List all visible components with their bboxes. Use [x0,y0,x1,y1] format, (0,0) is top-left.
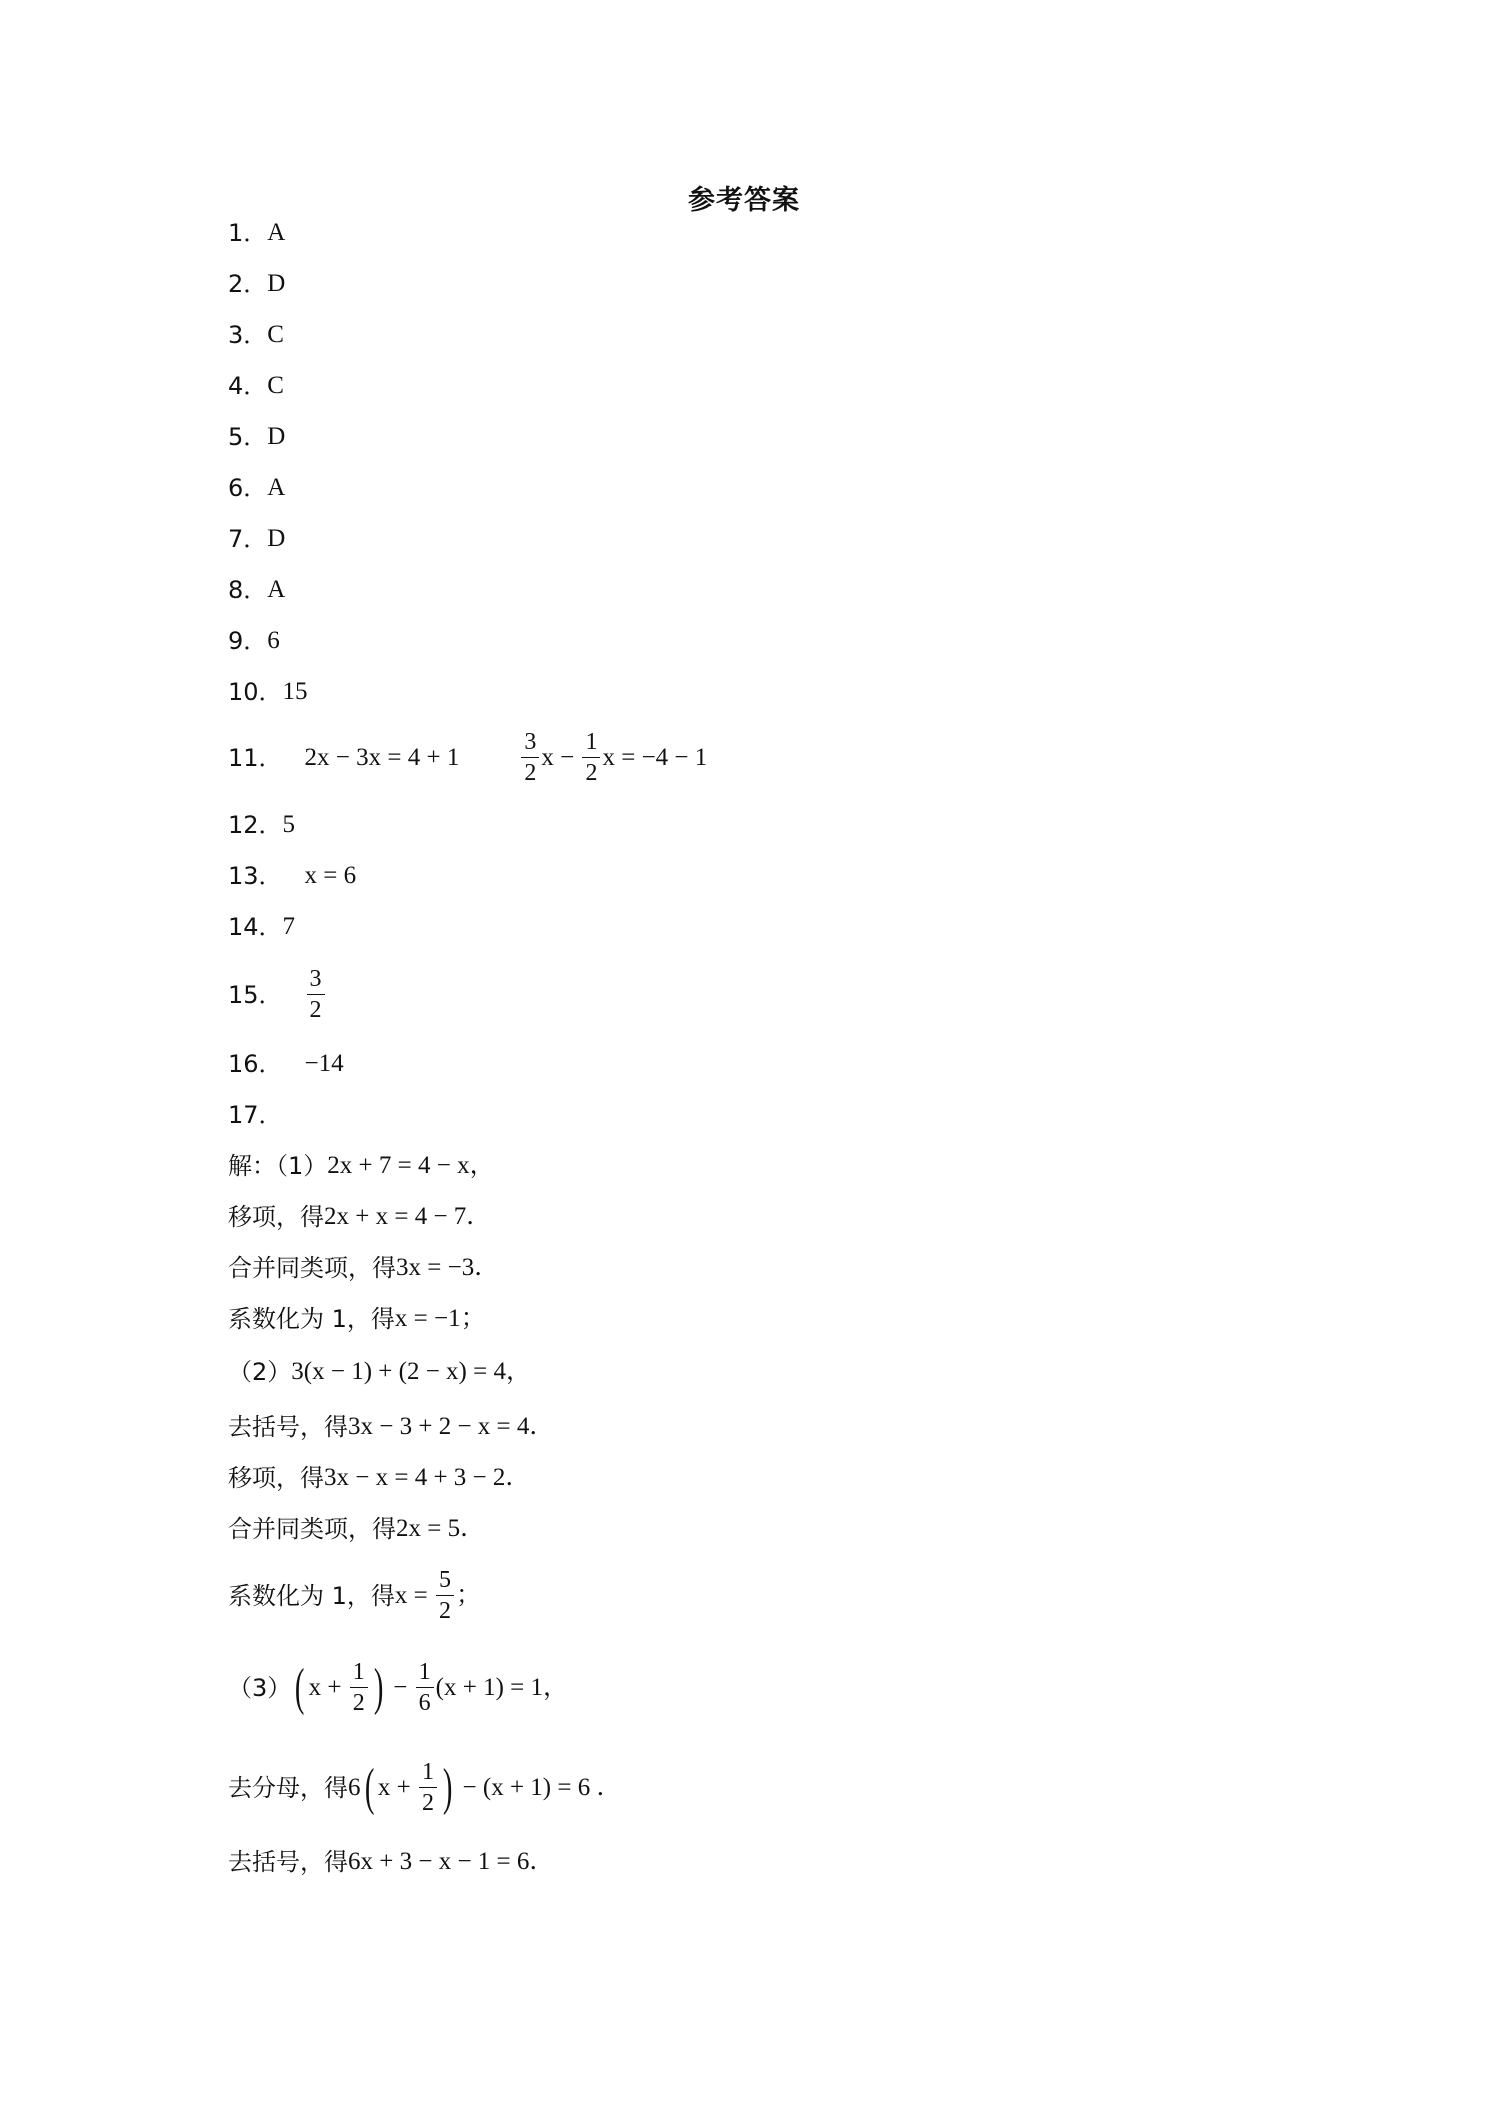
answer-equation-1: 2x − 3x = 4 + 1 [304,743,460,771]
answer-item [228,624,280,658]
answer-item-15: 15． $\frac{3}{2}$ [228,967,327,1022]
answer-item-17: 17． [228,1101,283,1129]
answer-item-12: 12． 5 [228,811,296,839]
fraction: $\frac{1}{2}$ [350,1660,368,1715]
answer-number: 2． [228,270,268,298]
answer-number: 7． [228,525,268,553]
answer-value: A [267,474,286,501]
solution-step: 去括号，得 6x + 3 − x − 1 = 6． [228,1848,555,1876]
answer-item [228,216,285,250]
answer-number: 1． [228,219,268,247]
fraction: $\frac{3}{2}$ [521,730,539,785]
answer-value: A [267,219,286,246]
solution-step: （2） 3(x − 1) + (2 − x) = 4， [228,1358,531,1386]
fraction: $\frac{1}{2}$ [419,1760,437,1815]
fraction: $\frac{5}{2}$ [436,1568,454,1623]
fraction: $\frac{1}{6}$ [416,1660,434,1715]
fraction: $\frac{1}{2}$ [582,730,600,785]
answer-number: 8． [228,576,268,604]
answer-value: D [267,525,286,552]
page-title: 参考答案 [688,185,800,215]
answer-number: 11． [228,743,283,772]
answer-value: 15 [282,678,308,705]
solution-step: 系数化为 1，得 x = $\frac{5}{2}$ ； [228,1567,482,1624]
solution-step: 系数化为 1，得 x = −1； [228,1305,486,1333]
answer-value: D [267,270,286,297]
solution-step: 合并同类项，得 3x = −3． [228,1254,500,1282]
answer-item [228,471,285,505]
answer-number: 10． [228,678,283,706]
answer-item [228,267,285,301]
answer-item [228,522,285,556]
solution-step: 去分母，得 6 ( x + $\frac{1}{2}$ ) − (x + 1) = 6 ． [228,1758,622,1816]
solution-step: 合并同类项，得 2x = 5． [228,1515,486,1543]
answer-number: 5． [228,423,268,451]
answer-item-13: 13． x = 6 [228,862,357,890]
answer-item-16: 16． −14 [228,1050,344,1078]
answer-number: 4． [228,372,268,400]
fraction: $\frac{3}{2}$ [307,967,325,1022]
solution-step: 移项，得 2x + x = 4 − 7． [228,1203,492,1231]
answer-item-14: 14． 7 [228,913,296,941]
answer-number: 3． [228,321,268,349]
answer-item [228,675,308,709]
answer-value: A [267,576,286,603]
answer-item [228,573,285,607]
answer-item-11: 11． 2x − 3x = 4 + 1 $\frac{3}{2}$ x − $\frac{1}{2}$ x = −4 − 1 [228,729,708,786]
solution-step: 解：（1） 2x + 7 = 4 − x， [228,1152,495,1180]
solution-step: 去括号，得 3x − 3 + 2 − x = 4． [228,1413,555,1441]
solution-step: （3） ( x + $\frac{1}{2}$ ) − $\frac{1}{6}$ (x + 1) = 1， [228,1658,569,1716]
answer-number: 6． [228,474,268,502]
answer-item [228,369,284,403]
answer-value: D [267,423,286,450]
solution-step: 移项，得 3x − x = 4 + 3 − 2． [228,1464,531,1492]
answer-value: 6 [267,627,280,654]
answer-value: C [267,372,284,399]
answer-item [228,420,285,454]
answer-number: 9． [228,627,268,655]
answer-item [228,318,284,352]
answer-value: C [267,321,284,348]
